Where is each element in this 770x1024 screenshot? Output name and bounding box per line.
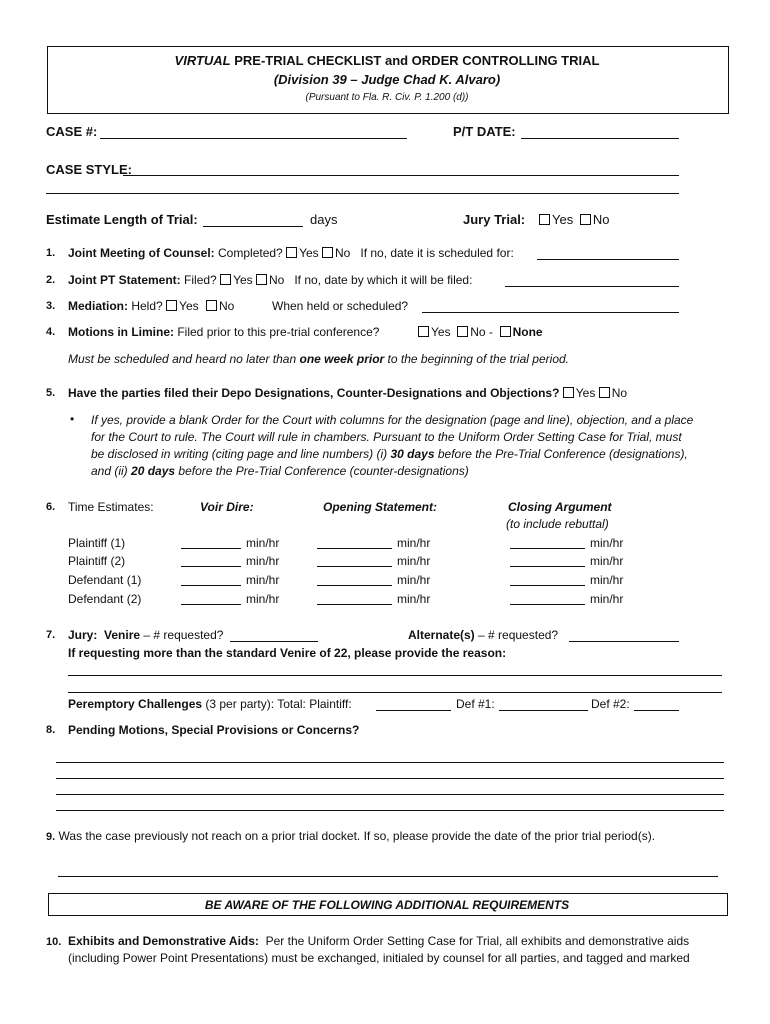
- item-6-number: 6.: [46, 501, 56, 513]
- case-style-field-2[interactable]: [46, 193, 679, 194]
- jury-yes-checkbox[interactable]: [539, 214, 550, 225]
- closing-field[interactable]: [510, 585, 585, 586]
- case-number-field[interactable]: [100, 138, 407, 139]
- item-1-yes-checkbox[interactable]: [286, 247, 297, 258]
- item-2-yes-checkbox[interactable]: [220, 274, 231, 285]
- item-7-venire: Jury: Venire – # requested?: [68, 628, 224, 642]
- row-label-defendant-2: Defendant (2): [68, 592, 142, 606]
- time-estimates-label: Time Estimates:: [68, 500, 154, 514]
- item-7-alternates: Alternate(s) – # requested?: [408, 628, 559, 642]
- item-1-date-field[interactable]: [537, 259, 679, 260]
- item-3: Mediation: Held? Yes No: [68, 299, 235, 313]
- unit-label: min/hr: [397, 573, 431, 587]
- item-8-number: 8.: [46, 724, 56, 736]
- item-5-yes-checkbox[interactable]: [563, 387, 574, 398]
- unit-label: min/hr: [246, 592, 280, 606]
- item-3-no-checkbox[interactable]: [206, 300, 217, 311]
- form-title: VIRTUAL PRE-TRIAL CHECKLIST and ORDER CONTROLLING TRIAL: [174, 53, 600, 68]
- concerns-field[interactable]: [56, 762, 724, 763]
- opening-header: Opening Statement:: [323, 500, 438, 514]
- pursuant-line: (Pursuant to Fla. R. Civ. P. 1.200 (d)): [305, 92, 469, 103]
- item-9: 9. Was the case previously not reach on a prior trial docket. If so, please provide the date of the prior trial period(s).: [46, 829, 656, 843]
- unit-label: min/hr: [246, 554, 280, 568]
- reason-field[interactable]: [68, 675, 722, 676]
- jury-trial-label: Jury Trial:: [463, 212, 526, 227]
- closing-subheader: (to include rebuttal): [506, 517, 609, 531]
- closing-header: Closing Argument: [508, 500, 612, 514]
- closing-field[interactable]: [510, 566, 585, 567]
- item-4-options: Yes No - None: [418, 325, 543, 339]
- item-5-bullet: •: [70, 412, 75, 426]
- case-style-field[interactable]: [123, 175, 679, 176]
- item-2: Joint PT Statement: Filed? Yes No If no, date by which it will be filed:: [68, 273, 473, 287]
- plaintiff-challenges-field[interactable]: [376, 710, 451, 711]
- closing-field[interactable]: [510, 604, 585, 605]
- item-5-paragraph: If yes, provide a blank Order for the Court with columns for the designation (page and line), objection, and a place for the Court to rule. The Court will rule in chambers. Pursuant to the Uniform Order Setting Case for Trial, must be disclosed in writing (citing page and line numbers) (i) 30 days before the Pre-Trial Conference (designations), and (ii) 20 days before the Pre-Trial Conference (counter-designations): [91, 413, 694, 478]
- alternates-field[interactable]: [569, 641, 679, 642]
- unit-label: min/hr: [590, 536, 624, 550]
- item-2-number: 2.: [46, 274, 56, 286]
- def2-label: Def #2:: [591, 697, 630, 711]
- jury-trial-options[interactable]: Yes No: [539, 212, 609, 227]
- voir-dire-field[interactable]: [181, 548, 241, 549]
- item-1: Joint Meeting of Counsel: Completed? Yes No If no, date it is scheduled for:: [68, 246, 514, 260]
- item-4: Motions in Limine: Filed prior to this pre-trial conference?: [68, 325, 380, 339]
- closing-field[interactable]: [510, 548, 585, 549]
- item-1-number: 1.: [46, 247, 56, 259]
- unit-label: min/hr: [590, 573, 624, 587]
- opening-field[interactable]: [317, 566, 392, 567]
- item-10-continued: (including Power Point Presentations) must be exchanged, initialed by counsel for all parties, and tagged and marked: [68, 951, 690, 965]
- prior-trial-field[interactable]: [58, 876, 718, 877]
- concerns-field[interactable]: [56, 778, 724, 779]
- item-4-number: 4.: [46, 326, 56, 338]
- jury-no-checkbox[interactable]: [580, 214, 591, 225]
- row-label-defendant-1: Defendant (1): [68, 573, 142, 587]
- item-5: Have the parties filed their Depo Designations, Counter-Designations and Objections? Yes No: [68, 386, 628, 400]
- peremptory-challenges: Peremptory Challenges (3 per party): Total: Plaintiff:: [68, 697, 352, 711]
- opening-field[interactable]: [317, 548, 392, 549]
- unit-label: min/hr: [397, 536, 431, 550]
- item-7-number: 7.: [46, 629, 56, 641]
- requirements-banner-text: BE AWARE OF THE FOLLOWING ADDITIONAL REQUIREMENTS: [204, 898, 570, 912]
- item-4-note: Must be scheduled and heard no later than one week prior to the beginning of the trial period.: [68, 352, 569, 366]
- def2-field[interactable]: [634, 710, 679, 711]
- days-label: days: [310, 212, 338, 227]
- estimate-label: Estimate Length of Trial:: [46, 212, 198, 227]
- concerns-field[interactable]: [56, 794, 724, 795]
- reason-field-2[interactable]: [68, 692, 722, 693]
- item-4-no-checkbox[interactable]: [457, 326, 468, 337]
- item-2-no-checkbox[interactable]: [256, 274, 267, 285]
- item-5-number: 5.: [46, 387, 56, 399]
- estimate-field[interactable]: [203, 226, 303, 227]
- unit-label: min/hr: [590, 592, 624, 606]
- def1-field[interactable]: [499, 710, 588, 711]
- case-style-label: CASE STYLE:: [46, 162, 132, 177]
- item-3-date-field[interactable]: [422, 312, 679, 313]
- unit-label: min/hr: [590, 554, 624, 568]
- def1-label: Def #1:: [456, 697, 495, 711]
- item-3-yes-checkbox[interactable]: [166, 300, 177, 311]
- item-7-reason: If requesting more than the standard Venire of 22, please provide the reason:: [68, 646, 507, 660]
- opening-field[interactable]: [317, 604, 392, 605]
- voir-dire-field[interactable]: [181, 566, 241, 567]
- item-4-none-checkbox[interactable]: [500, 326, 511, 337]
- item-10: Exhibits and Demonstrative Aids: Per the Uniform Order Setting Case for Trial, all exhibits and demonstrative aids: [68, 934, 690, 948]
- item-1-no-checkbox[interactable]: [322, 247, 333, 258]
- voir-dire-header: Voir Dire:: [200, 500, 254, 514]
- voir-dire-field[interactable]: [181, 604, 241, 605]
- voir-dire-field[interactable]: [181, 585, 241, 586]
- concerns-field[interactable]: [56, 810, 724, 811]
- item-8-label: Pending Motions, Special Provisions or Concerns?: [68, 723, 360, 737]
- row-label-plaintiff-1: Plaintiff (1): [68, 536, 126, 550]
- case-number-label: CASE #:: [46, 124, 98, 139]
- unit-label: min/hr: [397, 592, 431, 606]
- item-2-date-field[interactable]: [505, 286, 679, 287]
- unit-label: min/hr: [397, 554, 431, 568]
- unit-label: min/hr: [246, 573, 280, 587]
- item-5-no-checkbox[interactable]: [599, 387, 610, 398]
- division-line: (Division 39 – Judge Chad K. Alvaro): [273, 72, 501, 87]
- row-label-plaintiff-2: Plaintiff (2): [68, 554, 126, 568]
- item-10-number: 10.: [46, 936, 62, 948]
- item-4-yes-checkbox[interactable]: [418, 326, 429, 337]
- venire-field[interactable]: [230, 641, 318, 642]
- item-3-tail: When held or scheduled?: [272, 299, 409, 313]
- unit-label: min/hr: [246, 536, 280, 550]
- opening-field[interactable]: [317, 585, 392, 586]
- item-3-number: 3.: [46, 300, 56, 312]
- pt-date-label: P/T DATE:: [453, 124, 516, 139]
- pt-date-field[interactable]: [521, 138, 679, 139]
